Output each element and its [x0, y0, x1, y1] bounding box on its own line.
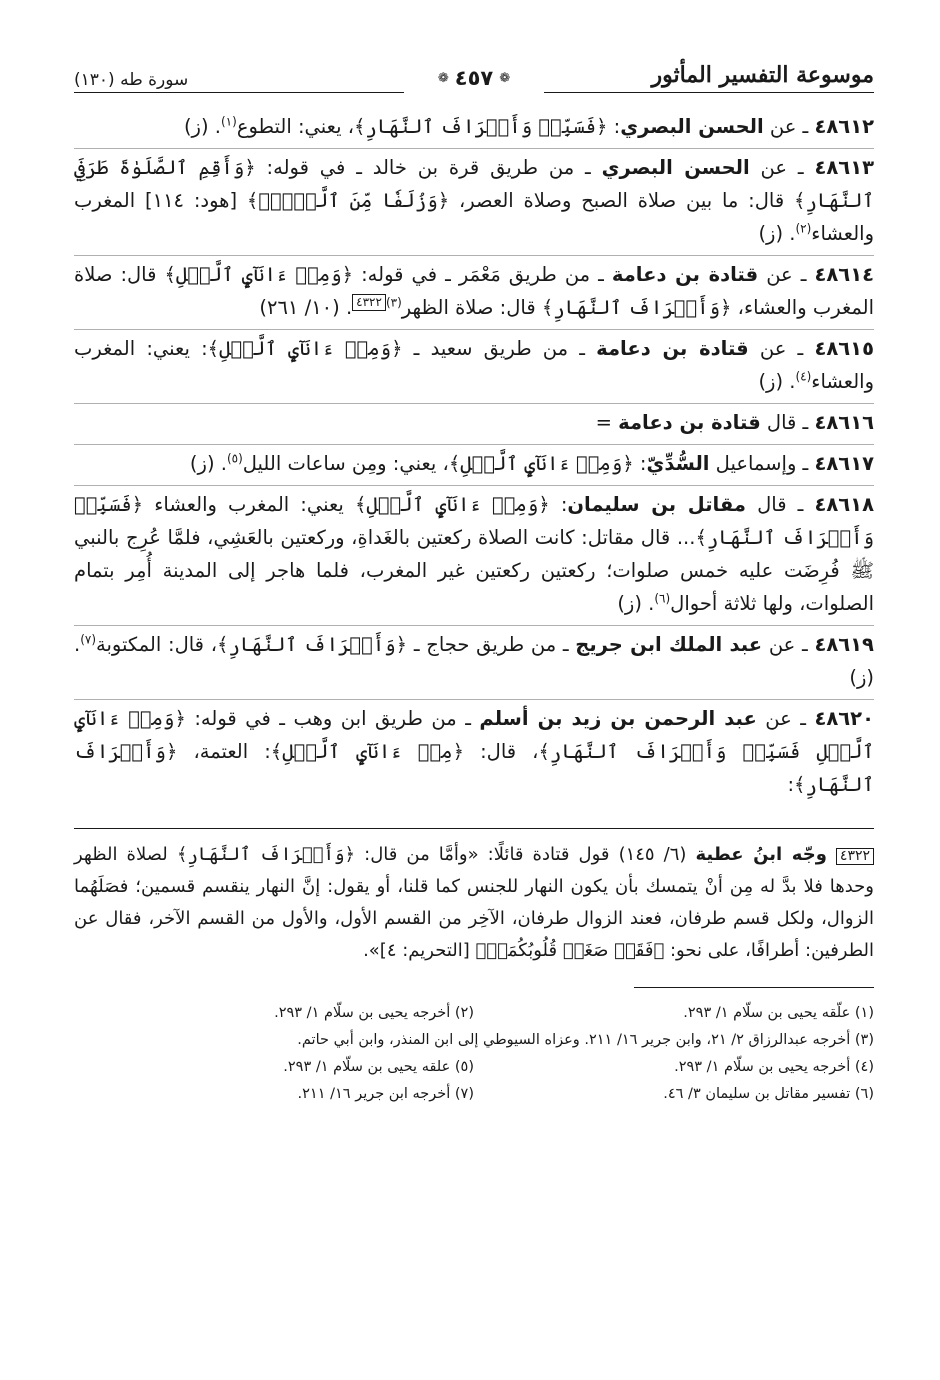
- entry-text: عن: [762, 633, 796, 656]
- main-text: [74, 108, 874, 806]
- narrator-name: السُّدِّيّ: [646, 452, 710, 475]
- entry-text: : يعني: المغرب والعشاء: [74, 337, 874, 393]
- entry-text: . (ز): [617, 592, 655, 615]
- footnote-marker[interactable]: (١): [220, 114, 237, 129]
- dash: ـ: [796, 115, 815, 138]
- entry-text: عن: [756, 707, 792, 730]
- quran-verse: ﴿وَمِنۡ ءَانَآيِٕ ٱلَّيۡلِ فَسَبِّحۡ وَأَطۡرَافَ ٱلنَّهَارِ﴾: [74, 707, 874, 763]
- header-rule: [74, 92, 404, 93]
- dash: ـ: [795, 633, 815, 656]
- commentary-note: [74, 839, 874, 967]
- section-divider: [74, 828, 874, 829]
- quran-verse: ﴿وَمِنۡ ءَانَآيِٕ ٱلَّيۡلِ﴾: [354, 493, 550, 516]
- quran-verse: ﴿فَسَبِّحۡ وَأَطۡرَافَ ٱلنَّهَارِ﴾: [74, 493, 874, 549]
- narrator-name: الحسن البصري: [620, 115, 764, 138]
- page: [74, 60, 874, 1108]
- quran-verse: ﴿وَأَطۡرَافَ ٱلنَّهَارِ﴾: [217, 633, 408, 656]
- entry: [74, 330, 874, 404]
- footnote: (٧) أخرجه ابن جرير ١٦/ ٢١١.: [297, 1086, 474, 1102]
- commentary-ref-box: ٤٣٢٢: [836, 848, 874, 865]
- entry-number: ٤٨٦١٦: [814, 411, 874, 434]
- entry-text: :: [787, 773, 795, 796]
- quran-verse: ﴿فَسَبِّحۡ وَأَطۡرَافَ ٱلنَّهَارِ﴾: [354, 115, 608, 138]
- dash: ـ: [786, 493, 815, 516]
- footnote: (٣) أخرجه عبدالرزاق ٢/ ٢١، وابن جرير ١٦/ ٢١١. وعزاه السيوطي إلى ابن المنذر، وابن أبي حاتم.: [297, 1032, 874, 1048]
- narrator-name: عبد الرحمن بن زيد بن أسلم: [479, 707, 757, 730]
- commentary-lead: وجّه ابنُ عطية: [695, 844, 827, 865]
- entry-text: . (ز): [189, 452, 227, 475]
- entry-text: ، قال:: [464, 740, 539, 763]
- entry-text: ـ من طريق مَعْمَر ـ في قوله:: [353, 263, 612, 286]
- footnote-marker[interactable]: (٤): [795, 369, 812, 384]
- entry-text: [هود: ١١٤] المغرب والعشاء: [74, 189, 874, 245]
- footnotes: [74, 1000, 874, 1108]
- ornament-icon: ❁: [437, 71, 449, 86]
- dash: ـ: [796, 452, 815, 475]
- header-rule: [544, 92, 874, 93]
- entry: [74, 700, 874, 806]
- book-title: موسوعة التفسير المأثور: [651, 62, 874, 88]
- footnote-marker[interactable]: (٢): [795, 221, 812, 236]
- footnote: (٤) أخرجه يحيى بن سلّام ١/ ٢٩٣.: [674, 1059, 874, 1075]
- dash: ـ: [796, 411, 815, 434]
- quran-verse: ﴿وَمِنۡ ءَانَآيِٕ ٱلَّيۡلِ﴾: [448, 452, 634, 475]
- page-number-box: [74, 66, 874, 90]
- narrator-name: مقاتل بن سليمان: [567, 493, 746, 516]
- quran-verse: ﴿فَقَدۡ صَغَتۡ قُلُوبُكُمَاۖ﴾: [475, 940, 665, 961]
- footnote: (٦) تفسير مقاتل بن سليمان ٣/ ٤٦.: [663, 1086, 874, 1102]
- page-header: [74, 60, 874, 104]
- entry-text: عن: [763, 115, 797, 138]
- footnote-divider: [634, 987, 874, 988]
- footnote: (٢) أخرجه يحيى بن سلّام ١/ ٢٩٣.: [274, 1005, 474, 1021]
- entry-text: . (ز): [758, 222, 796, 245]
- entry: [74, 108, 874, 149]
- entry-text: ، يعني: ومِن ساعات الليل: [242, 452, 449, 475]
- quran-verse: ﴿وَزُلَفٗا مِّنَ ٱلَّيۡلِۚ﴾: [246, 189, 450, 212]
- entry-text: : العتمة،: [177, 740, 271, 763]
- entry-text: وإسماعيل: [709, 452, 797, 475]
- entry-text: ـ من طريق ابن وهب ـ في قوله:: [185, 707, 480, 730]
- entry-text: :: [607, 115, 621, 138]
- entry-text: قال: [745, 493, 787, 516]
- dash: ـ: [787, 156, 815, 179]
- quran-verse: ﴿وَمِنۡ ءَانَآيِٕ ٱلَّيۡلِ﴾: [164, 263, 354, 286]
- quran-verse: ﴿وَمِنۡ ءَانَآيِٕ ٱلَّيۡلِ﴾: [207, 337, 403, 360]
- narrator-name: قتادة بن دعامة: [611, 263, 759, 286]
- footnote-marker[interactable]: (٥): [226, 451, 243, 466]
- entry-number: ٤٨٦١٤: [814, 263, 874, 286]
- entry-text: يعني: المغرب والعشاء: [143, 493, 355, 516]
- sura-label: سورة طه (١٣٠): [74, 70, 189, 90]
- entry-number: ٤٨٦١٣: [814, 156, 874, 179]
- entry: [74, 404, 874, 445]
- entry: [74, 445, 874, 486]
- footnote-marker[interactable]: (٣): [385, 295, 402, 310]
- quran-verse: ﴿مِنۡ ءَانَآيِٕ ٱلَّيۡلِ﴾: [270, 740, 465, 763]
- entry-text: ... قال مقاتل: كانت الصلاة ركعتين بالغَداةِ، وركعتين بالعَشِي، فلمَّا عُرِج بالنبي ﷺ فُرِضَت عليه خمس صلوات؛ ركعتين ركعتين غير المغرب، فلما هاجر إلى المدينة أُمِر بتمام الصلوات، ولها ثلاثة أحوال: [74, 526, 874, 615]
- entry-number: ٤٨٦١٩: [814, 633, 874, 656]
- narrator-name: الحسن البصري: [601, 156, 750, 179]
- footnote-marker[interactable]: (٧): [80, 632, 97, 647]
- entry-text: . (١٠/ ٢٦١): [259, 296, 353, 319]
- commentary-text: (٦/ ١٤٥) قول قتادة قائلًا: «وأمَّا من قال:: [355, 844, 696, 865]
- narrator-name: قتادة بن دعامة: [596, 337, 749, 360]
- entry: [74, 256, 874, 330]
- entry-text: عن: [748, 337, 787, 360]
- commentary-text: لصلاة الظهر وحدها فلا بدَّ له مِن أنْ يتمسك بأن يكون النهار للجنس كما قلنا، أو يقول: إنَّ النهار ينقسم قسمين؛ فصَلَهُما الزوال، ولكل قسم طرفان، فعند الزوال طرفان، الآخِر من القسم الأول، والأول من القسم الآخر، فقال عن الطرفين: أطرافًا، على نحو:: [74, 844, 874, 961]
- entry-text: . (ز): [183, 115, 221, 138]
- entry-text: قال: ما بين صلاة الصبح وصلاة العصر،: [449, 189, 795, 212]
- footnote: (٥) علقه يحيى بن سلّام ١/ ٢٩٣.: [283, 1059, 474, 1075]
- commentary-ref-box[interactable]: ٤٣٢٢: [352, 294, 386, 311]
- entry-text: =: [595, 411, 619, 434]
- entry-text: قال: [760, 411, 797, 434]
- entry-text: قال: صلاة الظهر: [401, 296, 542, 319]
- narrator-name: قتادة بن دعامة: [618, 411, 761, 434]
- footnote-marker[interactable]: (٦): [654, 591, 671, 606]
- dash: ـ: [792, 263, 815, 286]
- entry-text: عن: [758, 263, 793, 286]
- commentary-text: [التحريم: ٤]».: [363, 940, 476, 961]
- entry-text: قال: صلاة المغرب والعشاء،: [74, 263, 874, 319]
- quran-verse: ﴿وَأَطۡرَافَ ٱلنَّهَارِ﴾: [176, 844, 356, 865]
- entry-text: :: [549, 493, 568, 516]
- entry-text: :: [633, 452, 647, 475]
- entry-number: ٤٨٦٢٠: [814, 707, 874, 730]
- page-number: ٤٥٧: [454, 66, 494, 90]
- entry-text: ـ من طريق سعيد ـ: [402, 337, 597, 360]
- entry: [74, 149, 874, 256]
- entry-number: ٤٨٦١٨: [814, 493, 874, 516]
- quran-verse: ﴿وَأَطۡرَافَ ٱلنَّهَارِ﴾: [541, 296, 732, 319]
- entry-text: . (ز): [74, 633, 874, 689]
- entry-number: ٤٨٦١٥: [814, 337, 874, 360]
- entry-text: ، يعني: التطوع: [236, 115, 354, 138]
- dash: ـ: [791, 707, 815, 730]
- entry-text: ـ من طريق قرة بن خالد ـ في قوله:: [255, 156, 602, 179]
- entry: [74, 626, 874, 700]
- dash: ـ: [786, 337, 815, 360]
- entry-number: ٤٨٦١٧: [814, 452, 874, 475]
- ornament-icon: ❁: [499, 71, 511, 86]
- entry-text: . (ز): [758, 370, 796, 393]
- entry-text: عن: [749, 156, 788, 179]
- entry: [74, 486, 874, 626]
- quran-verse: ﴿وَأَطۡرَافَ ٱلنَّهَارِ﴾: [74, 740, 874, 796]
- entry-text: ـ من طريق حجاج ـ: [407, 633, 576, 656]
- entry-text: ، قال: المكتوبة: [96, 633, 218, 656]
- entry-number: ٤٨٦١٢: [814, 115, 874, 138]
- narrator-name: عبد الملك ابن جريج: [575, 633, 763, 656]
- footnote: (١) علّقه يحيى بن سلّام ١/ ٢٩٣.: [683, 1005, 874, 1021]
- quran-verse: ﴿وَأَقِمِ ٱلصَّلَوٰةَ طَرَفَيِ ٱلنَّهَارِ﴾: [74, 156, 874, 212]
